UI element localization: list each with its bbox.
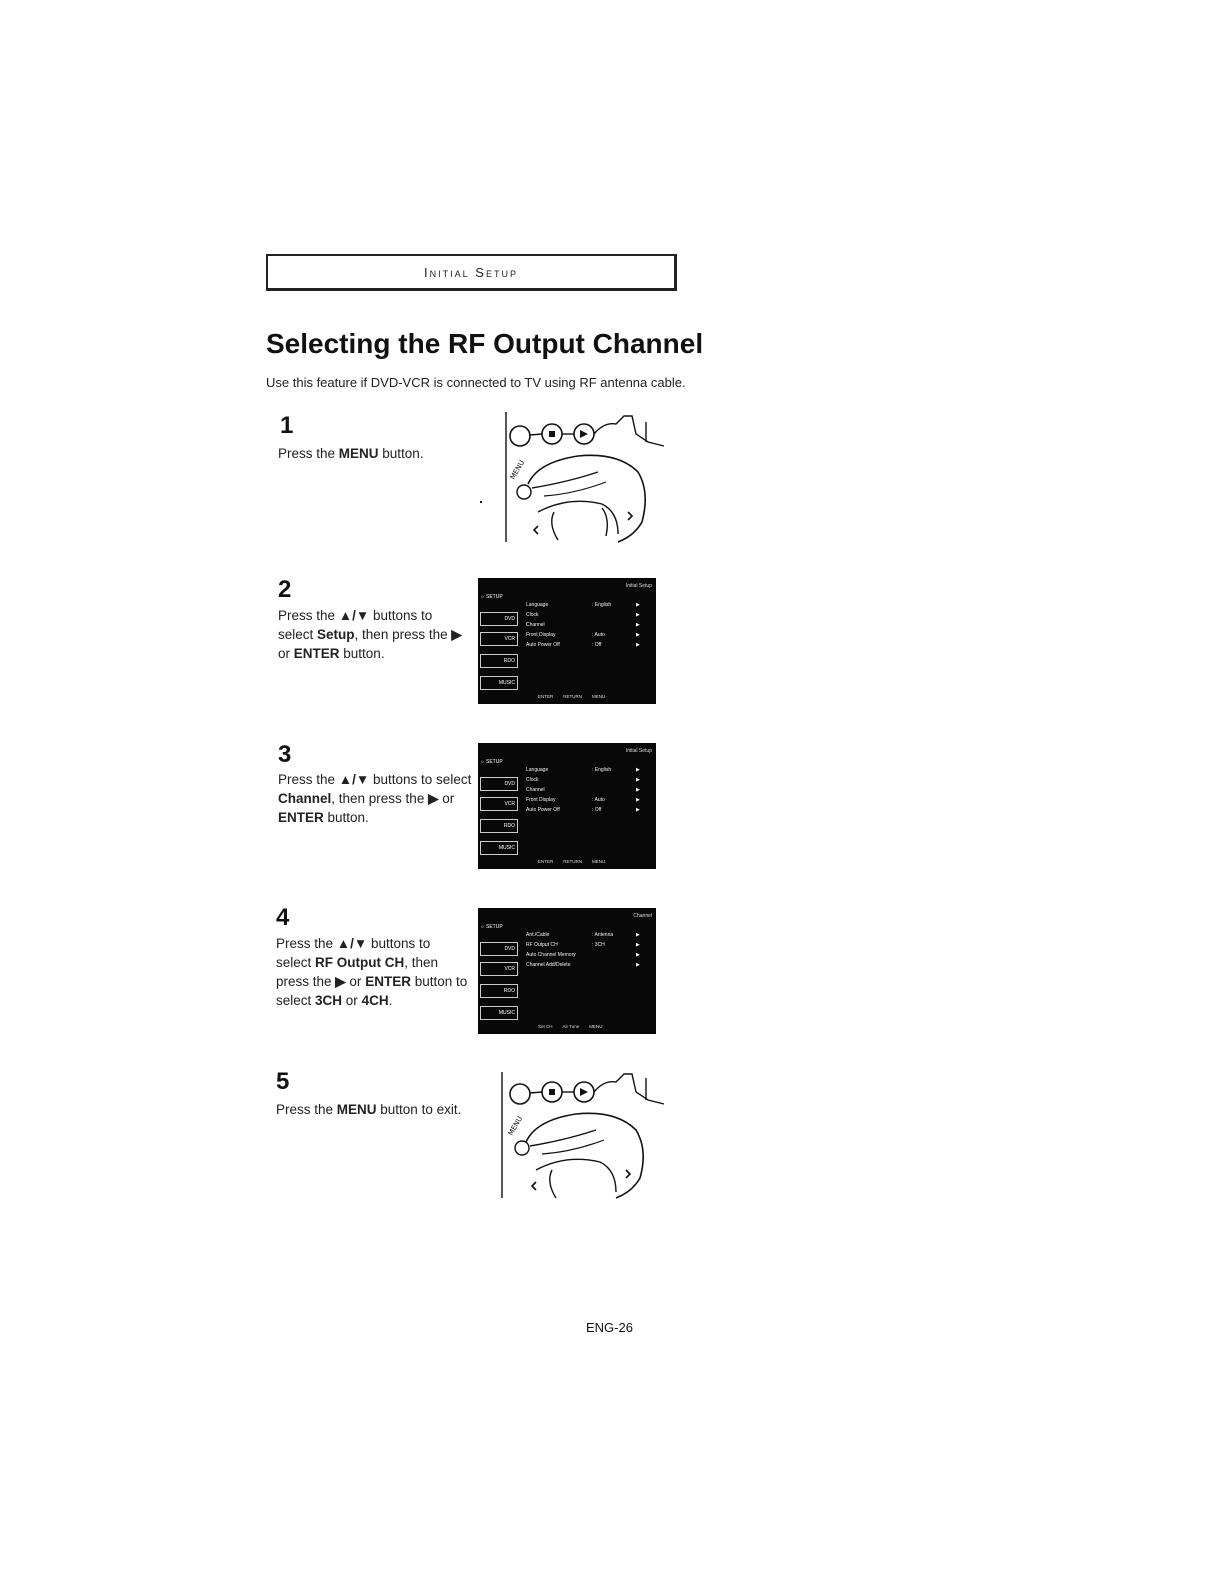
osd-arrow: ▶ — [636, 612, 640, 618]
step-3-text: Press the ▲/▼ buttons to select Channel, then press the ▶ or ENTER button. — [278, 772, 472, 825]
osd-initial-setup-screen-step-2 — [478, 578, 656, 704]
osd-row-auto-power-off: Auto Power Off — [526, 807, 560, 813]
osd-sidebar — [478, 592, 520, 704]
osd-side-setup: ☼ SETUP — [480, 759, 503, 765]
step-4-text: Press the ▲/▼ buttons to select RF Output CH, then press the ▶ or ENTER button to select 3CH or 4CH. — [276, 936, 468, 1008]
osd-arrow: ▶ — [636, 952, 640, 958]
osd-row-auto-channel-memory: Auto Channel Memory — [526, 952, 576, 958]
remote-hand-illustration-5 — [478, 1072, 668, 1200]
osd-row-channel-add-delete: Channel Add/Delete — [526, 962, 571, 968]
osd-row-channel: Channel — [526, 787, 545, 793]
osd-side-dvd: DVD — [480, 777, 518, 791]
osd-side-vcr: VCR — [480, 962, 518, 976]
osd-footer: Set CH Air Tune MENU — [538, 1024, 603, 1029]
osd-row-clock: Clock — [526, 777, 539, 783]
osd-val-auto-power-off: : Off — [592, 807, 602, 813]
osd-row-front-display: Front Display — [526, 632, 556, 638]
osd-row-clock: Clock — [526, 612, 539, 618]
osd-initial-setup-screen-step-3 — [478, 743, 656, 869]
osd-row-auto-power-off: Auto Power Off — [526, 642, 560, 648]
osd-row-language: Language — [526, 767, 549, 773]
osd-arrow: ▶ — [636, 942, 640, 948]
menu-button-icon — [515, 1141, 529, 1155]
osd-val-ant-cable: : Antenna — [592, 932, 614, 938]
step-1-text: Press the MENU button. — [278, 446, 424, 461]
osd-val-language: : English — [592, 767, 612, 773]
osd-row-rf-output-ch: RF Output CH — [526, 942, 558, 948]
osd-footer: ENTER RETURN MENU — [538, 859, 606, 864]
osd-title: Initial Setup — [625, 748, 652, 754]
osd-row-language: Language — [526, 602, 549, 608]
osd-arrow: ▶ — [636, 787, 640, 793]
osd-arrow: ▶ — [636, 602, 640, 608]
osd-sidebar — [478, 922, 520, 1034]
osd-side-music: MUSIC — [480, 676, 518, 690]
osd-side-dvd: DVD — [480, 612, 518, 626]
remote-hand-illustration-1 — [478, 412, 668, 544]
step-3-number: 3 — [278, 741, 292, 768]
osd-side-rdo: RDO — [480, 654, 518, 668]
osd-val-rf-output-ch: : 3CH — [592, 942, 605, 948]
step-4-number: 4 — [276, 904, 290, 931]
osd-val-front-display: : Auto — [592, 797, 605, 803]
osd-side-dvd: DVD — [480, 942, 518, 956]
osd-channel-screen-step-4 — [478, 908, 656, 1034]
step-5-text: Press the MENU button to exit. — [276, 1102, 462, 1117]
osd-arrow: ▶ — [636, 807, 640, 813]
section-label: Initial Setup — [424, 264, 518, 280]
osd-side-music: MUSIC — [480, 1006, 518, 1020]
page-title: Selecting the RF Output Channel — [266, 328, 704, 359]
osd-arrow: ▶ — [636, 777, 640, 783]
osd-side-vcr: VCR — [480, 797, 518, 811]
step-2-number: 2 — [278, 576, 292, 603]
step-5-number: 5 — [276, 1068, 290, 1095]
page-number: ENG-26 — [586, 1320, 633, 1335]
osd-side-music: MUSIC — [480, 841, 518, 855]
osd-row-channel: Channel — [526, 622, 545, 628]
osd-sidebar — [478, 757, 520, 869]
osd-arrow: ▶ — [636, 632, 640, 638]
osd-arrow: ▶ — [636, 797, 640, 803]
osd-side-rdo: RDO — [480, 984, 518, 998]
osd-side-setup: ☼ SETUP — [480, 924, 503, 930]
osd-side-setup: ☼ SETUP — [480, 594, 503, 600]
step-2-text: Press the ▲/▼ buttons to select Setup, then press the ▶ or ENTER button. — [278, 608, 462, 661]
hand-icon — [528, 455, 645, 542]
osd-arrow: ▶ — [636, 932, 640, 938]
menu-button-icon — [517, 485, 531, 499]
osd-arrow: ▶ — [636, 962, 640, 968]
section-header-box — [266, 254, 677, 291]
rewind-button-icon — [510, 1084, 530, 1104]
osd-val-auto-power-off: : Off — [592, 642, 602, 648]
hand-icon — [526, 1113, 643, 1198]
osd-val-front-display: : Auto — [592, 632, 605, 638]
osd-row-front-display: Front Display — [526, 797, 556, 803]
svg-text:MENU: MENU — [506, 1114, 525, 1137]
osd-arrow: ▶ — [636, 622, 640, 628]
svg-text:MENU: MENU — [508, 458, 527, 481]
intro-text: Use this feature if DVD-VCR is connected to TV using RF antenna cable. — [266, 375, 686, 390]
osd-side-rdo: RDO — [480, 819, 518, 833]
osd-side-vcr: VCR — [480, 632, 518, 646]
osd-row-ant-cable: Ant./Cable — [526, 932, 550, 938]
osd-arrow: ▶ — [636, 767, 640, 773]
osd-title: Initial Setup — [625, 583, 652, 589]
osd-footer: ENTER RETURN MENU — [538, 694, 606, 699]
osd-title: Channel — [633, 913, 652, 919]
osd-arrow: ▶ — [636, 642, 640, 648]
rewind-button-icon — [510, 426, 530, 446]
step-1-number: 1 — [280, 412, 294, 439]
osd-val-language: : English — [592, 602, 612, 608]
